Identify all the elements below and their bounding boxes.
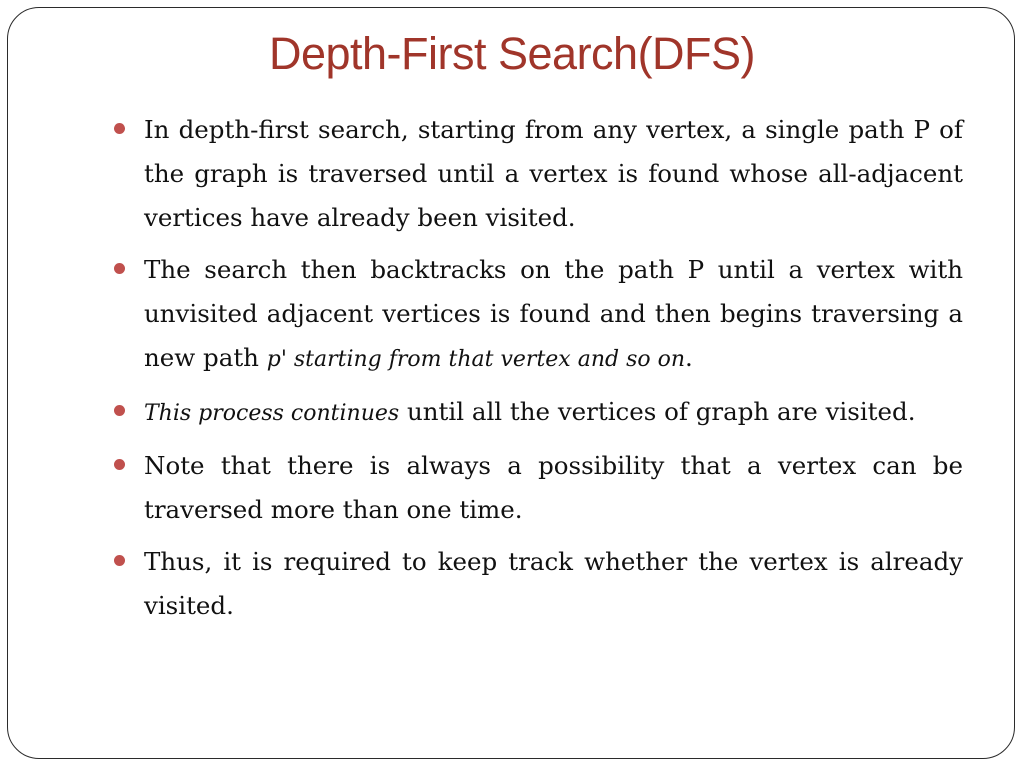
bullet-item [112, 540, 963, 628]
bullet-text: Thus, it is required to keep track whether the vertex is already visited. [144, 547, 963, 620]
slide-title: Depth-First Search(DFS) [268, 28, 756, 79]
bullet-list [112, 108, 963, 636]
bullet-dot-icon [114, 405, 125, 416]
bullet-item [112, 108, 963, 240]
bullet-dot-icon [114, 459, 125, 470]
bullet-text-plain: The search then backtracks on the path P until a vertex with unvisited adjacent vertices is found and then begins traversing a new path [144, 255, 963, 372]
bullet-text-italic: This process continues [144, 401, 400, 426]
bullet-dot-icon [114, 263, 125, 274]
bullet-text: Note that there is always a possibility that a vertex can be traversed more than one time. [144, 451, 963, 524]
bullet-text-italic: p' starting from that vertex and so on [266, 347, 686, 372]
bullet-item [112, 390, 963, 436]
bullet-item [112, 444, 963, 532]
bullet-text: In depth-first search, starting from any vertex, a single path P of the graph is traversed until a vertex is found whose all-adjacent vertices have already been visited. [144, 115, 963, 232]
bullet-item [112, 248, 963, 382]
bullet-text [144, 397, 916, 426]
bullet-text-plain: until all the vertices of graph are visited. [399, 397, 916, 426]
bullet-dot-icon [114, 123, 125, 134]
bullet-dot-icon [114, 555, 125, 566]
bullet-text-end: . [685, 343, 693, 372]
bullet-text [144, 255, 963, 372]
